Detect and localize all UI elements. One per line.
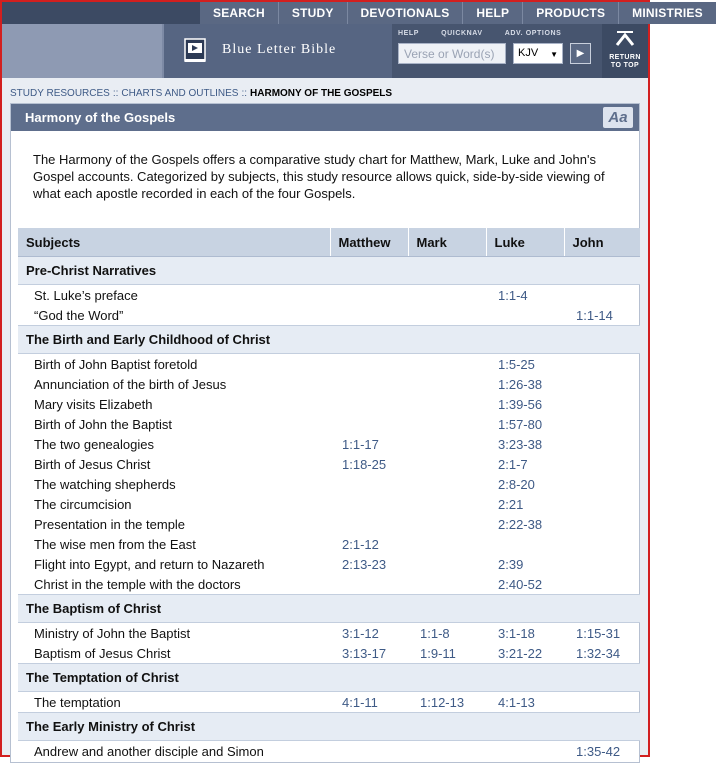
matthew-ref-link[interactable]: 1:1-17 bbox=[342, 436, 379, 452]
subject-cell: The temptation bbox=[34, 694, 121, 710]
matthew-ref-link[interactable]: 4:1-11 bbox=[342, 694, 378, 710]
page-title: Harmony of the Gospels bbox=[25, 110, 176, 125]
subject-cell: Flight into Egypt, and return to Nazareth bbox=[34, 556, 265, 572]
harmony-table bbox=[18, 228, 640, 761]
table-row bbox=[18, 454, 640, 474]
john-ref-link bbox=[564, 454, 640, 474]
table-row bbox=[18, 285, 640, 306]
nav-item-devotionals[interactable]: DEVOTIONALS bbox=[347, 2, 463, 24]
table-row bbox=[18, 374, 640, 394]
section-title: Pre-Christ Narratives bbox=[18, 257, 640, 285]
mark-ref-link bbox=[408, 374, 486, 394]
subject-cell: The circumcision bbox=[34, 496, 132, 512]
john-ref-link bbox=[564, 494, 640, 514]
john-ref-link bbox=[564, 514, 640, 534]
column-header-mark: Mark bbox=[408, 228, 486, 257]
quicknav-box bbox=[392, 24, 602, 78]
mark-ref-link bbox=[408, 305, 486, 326]
subject-cell: St. Luke’s preface bbox=[34, 287, 138, 303]
john-ref-link bbox=[564, 574, 640, 595]
subject-cell: Baptism of Jesus Christ bbox=[34, 645, 171, 661]
table-row bbox=[18, 574, 640, 595]
subject-cell: “God the Word” bbox=[34, 307, 124, 323]
go-button[interactable] bbox=[570, 43, 591, 64]
intro-text: The Harmony of the Gospels offers a comparative study chart for Matthew, Mark, Luke and John's Gospel accounts. Categorized by subjects, this study resource allows quick, side-by-side viewing of what each apostle recorded in each of the four Gospels. bbox=[33, 152, 605, 201]
mark-ref-link bbox=[408, 494, 486, 514]
matthew-ref-link bbox=[330, 574, 408, 595]
matthew-ref-link bbox=[330, 494, 408, 514]
table-row bbox=[18, 434, 640, 454]
luke-ref-link[interactable]: 1:5-25 bbox=[498, 356, 535, 372]
john-ref-link[interactable]: 1:1-14 bbox=[576, 307, 613, 323]
table-row bbox=[18, 623, 640, 644]
banner-left-panel bbox=[2, 24, 162, 78]
breadcrumb-separator: :: bbox=[112, 88, 119, 99]
breadcrumb-charts-outlines[interactable]: CHARTS AND OUTLINES bbox=[121, 88, 239, 99]
subject-cell: The two genealogies bbox=[34, 436, 154, 452]
subject-cell: The watching shepherds bbox=[34, 476, 176, 492]
table-row bbox=[18, 692, 640, 713]
mark-ref-link bbox=[408, 554, 486, 574]
nav-item-study[interactable]: STUDY bbox=[278, 2, 347, 24]
section-row bbox=[18, 664, 640, 692]
nav-item-search[interactable]: SEARCH bbox=[213, 6, 265, 20]
john-ref-link bbox=[564, 285, 640, 306]
subject-cell: The wise men from the East bbox=[34, 536, 196, 552]
matthew-ref-link[interactable]: 3:13-17 bbox=[342, 645, 387, 661]
section-row bbox=[18, 257, 640, 285]
section-row bbox=[18, 326, 640, 354]
table-row bbox=[18, 494, 640, 514]
section-title: The Birth and Early Childhood of Christ bbox=[18, 326, 640, 354]
mark-ref-link bbox=[408, 394, 486, 414]
subject-cell: Christ in the temple with the doctors bbox=[34, 576, 241, 592]
matthew-ref-link bbox=[330, 394, 408, 414]
logo-text: Blue Letter Bible bbox=[222, 42, 337, 57]
mark-ref-link bbox=[408, 741, 486, 762]
section-title: The Temptation of Christ bbox=[18, 664, 640, 692]
nav-item-ministries[interactable]: MINISTRIES bbox=[618, 2, 716, 24]
matthew-ref-link[interactable]: 3:1-12 bbox=[342, 625, 379, 641]
matthew-ref-link bbox=[330, 514, 408, 534]
subject-cell: Annunciation of the birth of Jesus bbox=[34, 376, 227, 392]
breadcrumb-study-resources[interactable]: STUDY RESOURCES bbox=[10, 88, 110, 99]
site-banner bbox=[2, 24, 648, 78]
section-title: The Early Ministry of Christ bbox=[18, 713, 640, 741]
table-body bbox=[18, 257, 640, 762]
quicknav-label: QUICKNAV bbox=[441, 30, 483, 37]
luke-ref-link[interactable]: 2:22-38 bbox=[498, 516, 543, 532]
nav-item-help[interactable]: HELP bbox=[462, 2, 522, 24]
return-label-line2: TO TOP bbox=[610, 62, 640, 69]
subject-cell: Ministry of John the Baptist bbox=[34, 625, 191, 641]
table-row bbox=[18, 643, 640, 664]
matthew-ref-link bbox=[330, 414, 408, 434]
luke-ref-link[interactable]: 3:23-38 bbox=[498, 436, 543, 452]
column-header-luke: Luke bbox=[486, 228, 564, 257]
luke-ref-link bbox=[486, 741, 564, 762]
john-ref-link bbox=[564, 394, 640, 414]
mark-ref-link[interactable]: 1:12-13 bbox=[420, 694, 465, 710]
mark-ref-link bbox=[408, 474, 486, 494]
adv-options-link[interactable]: ADV. OPTIONS bbox=[504, 30, 562, 37]
panel-header bbox=[11, 104, 639, 131]
nav-menu bbox=[200, 2, 716, 24]
matthew-ref-link bbox=[330, 305, 408, 326]
john-ref-link bbox=[564, 474, 640, 494]
table-row bbox=[18, 305, 640, 326]
luke-ref-link[interactable]: 1:26-38 bbox=[498, 376, 543, 392]
luke-ref-link bbox=[486, 305, 564, 326]
section-row bbox=[18, 713, 640, 741]
matthew-ref-link bbox=[330, 474, 408, 494]
matthew-ref-link bbox=[330, 354, 408, 375]
matthew-ref-link bbox=[330, 741, 408, 762]
return-to-top-label bbox=[602, 54, 648, 70]
quicknav-labels bbox=[398, 30, 561, 37]
john-ref-link[interactable]: 1:35-42 bbox=[576, 743, 621, 759]
table-row bbox=[18, 514, 640, 534]
matthew-ref-link[interactable]: 1:18-25 bbox=[342, 456, 387, 472]
mark-ref-link bbox=[408, 414, 486, 434]
luke-ref-link[interactable]: 1:1-4 bbox=[498, 287, 528, 303]
mark-ref-link bbox=[408, 434, 486, 454]
breadcrumb-current: HARMONY OF THE GOSPELS bbox=[250, 88, 393, 99]
john-ref-link[interactable]: 1:15-31 bbox=[576, 625, 621, 641]
john-ref-link bbox=[564, 554, 640, 574]
up-arrow-icon bbox=[615, 30, 635, 48]
subject-cell: Birth of John Baptist foretold bbox=[34, 356, 198, 372]
table-row bbox=[18, 414, 640, 434]
matthew-ref-link[interactable]: 2:13-23 bbox=[342, 556, 387, 572]
font-size-button[interactable]: Aa bbox=[603, 107, 633, 128]
luke-ref-link[interactable]: 1:57-80 bbox=[498, 416, 543, 432]
john-ref-link bbox=[564, 414, 640, 434]
return-label-line1: RETURN bbox=[609, 54, 641, 61]
play-arrow-icon: ▶ bbox=[576, 48, 585, 59]
luke-ref-link bbox=[486, 534, 564, 554]
matthew-ref-link bbox=[330, 374, 408, 394]
version-value: KJV bbox=[518, 47, 539, 59]
version-select[interactable] bbox=[513, 43, 563, 64]
column-header-matthew: Matthew bbox=[330, 228, 408, 257]
mark-ref-link[interactable]: 1:9-11 bbox=[420, 645, 456, 661]
luke-ref-link[interactable]: 2:8-20 bbox=[498, 476, 535, 492]
john-ref-link bbox=[564, 374, 640, 394]
breadcrumb-separator: :: bbox=[241, 88, 248, 99]
content-panel bbox=[10, 103, 640, 763]
column-header-subjects: Subjects bbox=[18, 228, 330, 257]
table-row bbox=[18, 554, 640, 574]
subject-cell: Andrew and another disciple and Simon bbox=[34, 743, 264, 759]
john-ref-link bbox=[564, 434, 640, 454]
mark-ref-link[interactable]: 1:1-8 bbox=[420, 625, 450, 641]
mark-ref-link bbox=[408, 514, 486, 534]
table-row bbox=[18, 474, 640, 494]
return-to-top-button[interactable] bbox=[602, 24, 648, 78]
subject-cell: Presentation in the temple bbox=[34, 516, 186, 532]
section-row bbox=[18, 595, 640, 623]
table-header-row bbox=[18, 228, 640, 257]
chevron-down-icon: ▼ bbox=[550, 50, 558, 59]
mark-ref-link bbox=[408, 285, 486, 306]
section-title: The Baptism of Christ bbox=[18, 595, 640, 623]
luke-ref-link[interactable]: 3:1-18 bbox=[498, 625, 535, 641]
nav-item-products[interactable]: PRODUCTS bbox=[522, 2, 618, 24]
table-row bbox=[18, 741, 640, 762]
luke-ref-link[interactable]: 4:1-13 bbox=[498, 694, 535, 710]
luke-ref-link[interactable]: 3:21-22 bbox=[498, 645, 543, 661]
top-nav bbox=[2, 2, 703, 24]
table-row bbox=[18, 394, 640, 414]
mark-ref-link bbox=[408, 454, 486, 474]
mark-ref-link bbox=[408, 534, 486, 554]
bible-logo-icon bbox=[182, 35, 208, 65]
luke-ref-link[interactable]: 2:21 bbox=[498, 496, 524, 512]
john-ref-link bbox=[564, 534, 640, 554]
john-ref-link bbox=[564, 692, 640, 713]
matthew-ref-link[interactable]: 2:1-12 bbox=[342, 536, 379, 552]
table-row bbox=[18, 354, 640, 375]
luke-ref-link[interactable]: 2:39 bbox=[498, 556, 524, 572]
john-ref-link bbox=[564, 354, 640, 375]
luke-ref-link[interactable]: 1:39-56 bbox=[498, 396, 543, 412]
matthew-ref-link bbox=[330, 285, 408, 306]
mark-ref-link bbox=[408, 574, 486, 595]
luke-ref-link[interactable]: 2:1-7 bbox=[498, 456, 528, 472]
subject-cell: Birth of Jesus Christ bbox=[34, 456, 151, 472]
breadcrumb bbox=[10, 88, 392, 99]
john-ref-link[interactable]: 1:32-34 bbox=[576, 645, 621, 661]
table-row bbox=[18, 534, 640, 554]
quicknav-search-input[interactable]: Verse or Word(s) bbox=[398, 43, 506, 64]
site-logo[interactable] bbox=[164, 24, 392, 78]
luke-ref-link[interactable]: 2:40-52 bbox=[498, 576, 543, 592]
column-header-john: John bbox=[564, 228, 640, 257]
help-link[interactable]: HELP bbox=[398, 30, 420, 37]
mark-ref-link bbox=[408, 354, 486, 375]
subject-cell: Birth of John the Baptist bbox=[34, 416, 173, 432]
subject-cell: Mary visits Elizabeth bbox=[34, 396, 153, 412]
